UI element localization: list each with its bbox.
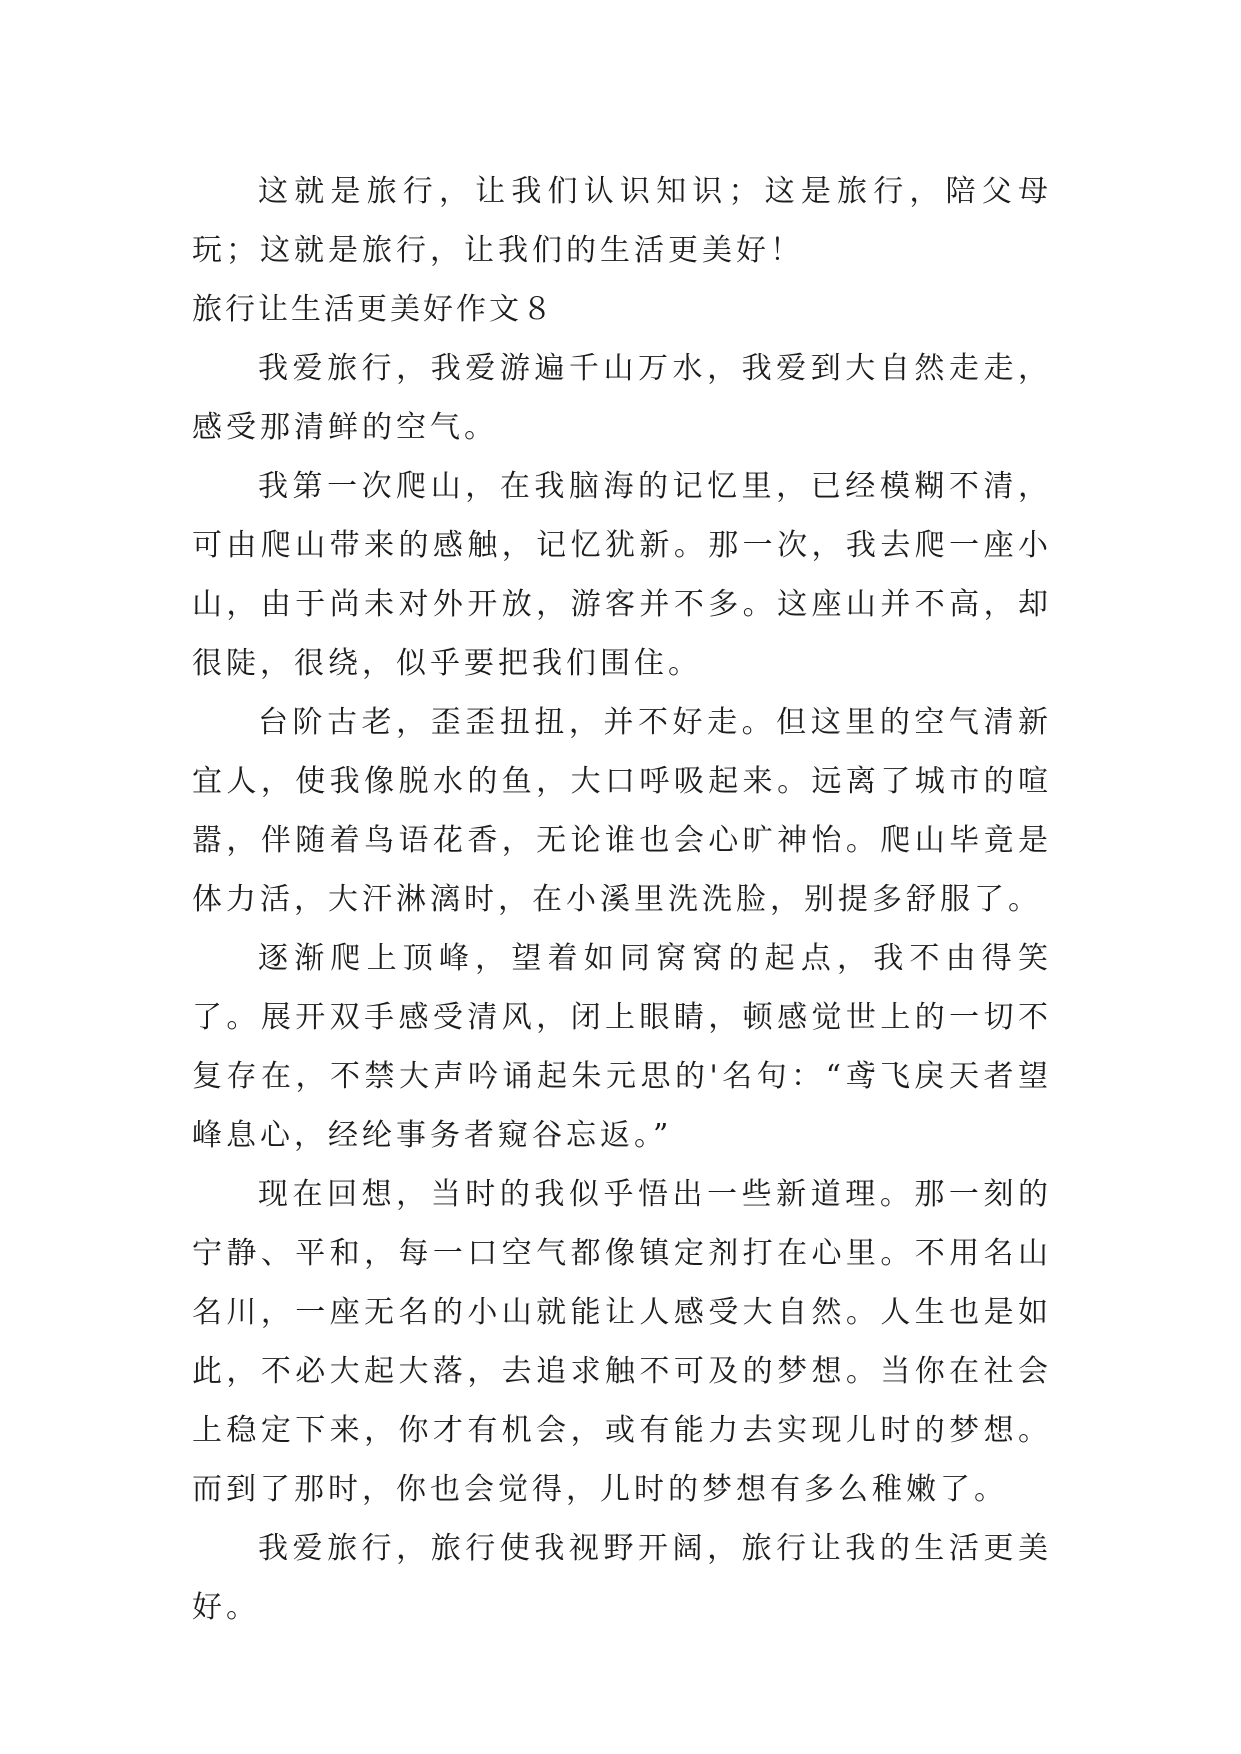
paragraph-3: 台阶古老，歪歪扭扭，并不好走。但这里的空气清新宜人，使我像脱水的鱼，大口呼吸起来。远离了城市的喧嚣，伴随着鸟语花香，无论谁也会心旷神怡。爬山毕竟是体力活，大汗淋漓时，在小溪里洗洗脸，别提多舒服了。 — [192, 705, 1052, 917]
paragraph-6: 我爱旅行，旅行使我视野开阔，旅行让我的生活更美好。 — [192, 1531, 1052, 1625]
paragraph-5: 现在回想，当时的我似乎悟出一些新道理。那一刻的宁静、平和，每一口空气都像镇定剂打在心里。不用名山名川，一座无名的小山就能让人感受大自然。人生也是如此，不必大起大落，去追求触不可及的梦想。当你在社会上稳定下来，你才有机会，或有能力去实现儿时的梦想。而到了那时，你也会觉得，儿时的梦想有多么稚嫩了。 — [192, 1177, 1052, 1507]
paragraph-2: 我第一次爬山，在我脑海的记忆里，已经模糊不清，可由爬山带来的感触，记忆犹新。那一次，我去爬一座小山，由于尚未对外开放，游客并不多。这座山并不高，却很陡，很绕，似乎要把我们围住。 — [192, 469, 1052, 681]
document-page — [192, 162, 1052, 1637]
paragraph-1: 我爱旅行，我爱游遍千山万水，我爱到大自然走走，感受那清鲜的空气。 — [192, 351, 1052, 445]
section-title: 旅行让生活更美好作文８ — [192, 292, 555, 327]
paragraph-4: 逐渐爬上顶峰，望着如同窝窝的起点，我不由得笑了。展开双手感受清风，闭上眼睛，顿感觉世上的一切不复存在，不禁大声吟诵起朱元思的'名句：“鸢飞戾天者望峰息心，经纶事务者窥谷忘返。” — [192, 941, 1052, 1153]
intro-paragraph: 这就是旅行，让我们认识知识；这是旅行，陪父母玩；这就是旅行，让我们的生活更美好！ — [192, 174, 1052, 268]
